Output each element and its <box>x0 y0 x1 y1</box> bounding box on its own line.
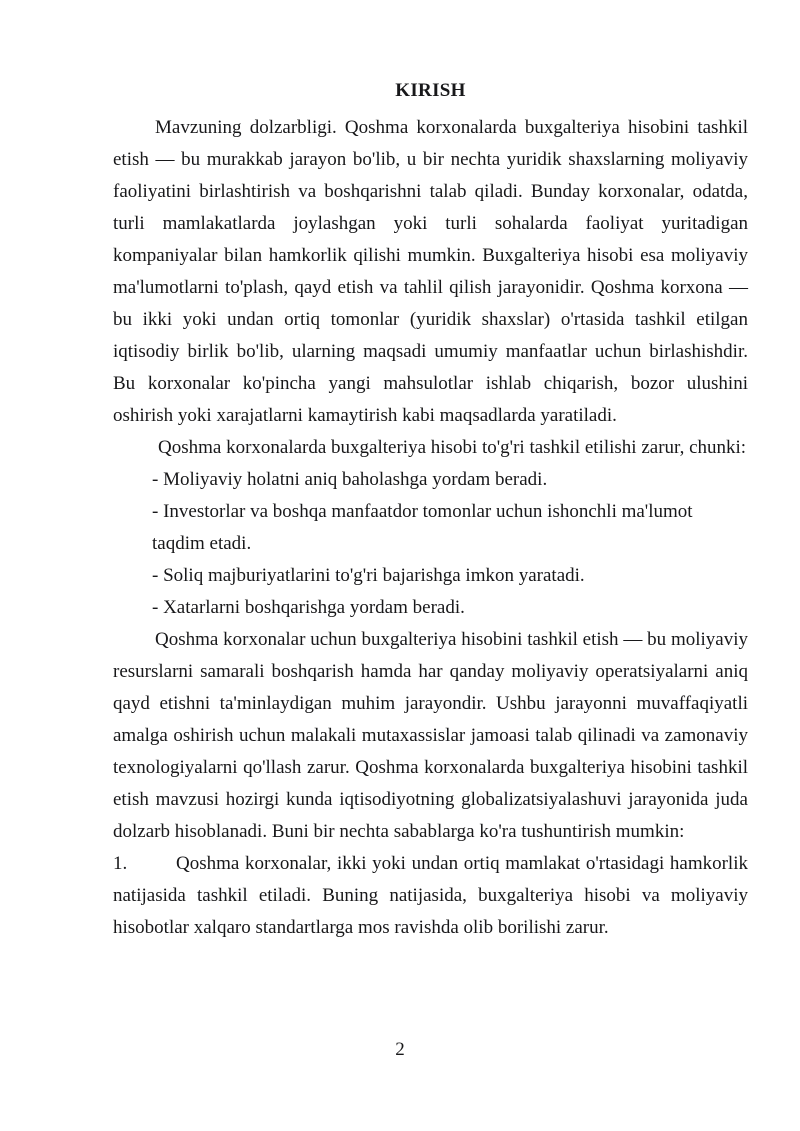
list-item: - Moliyaviy holatni aniq baholashga yordam beradi. <box>152 469 548 490</box>
numbered-list-text: Qoshma korxonalar, ikki yoki undan ortiq mamlakat o'rtasidagi hamkorlik natijasida tashkil etiladi. Buning natijasida, buxgalteriya hisobi va moliyaviy hisobotlar xalqaro standartlarga mos ravishda olib borilishi zarur. <box>113 853 748 938</box>
page-content <box>113 78 748 944</box>
page-number: 2 <box>395 1039 405 1060</box>
list-item: - Soliq majburiyatlarini to'g'ri bajarishga imkon yaratadi. <box>152 565 585 586</box>
list-item: - Investorlar va boshqa manfaatdor tomonlar uchun ishonchli ma'lumot taqdim etadi. <box>152 501 693 554</box>
numbered-list-item <box>113 848 748 944</box>
paragraph-introduction: Mavzuning dolzarbligi. Qoshma korxonalarda buxgalteriya hisobini tashkil etish — bu murakkab jarayon bo'lib, u bir nechta yuridik shaxslarning moliyaviy faoliyatini birlashtirish va boshqarishni talab qiladi. Bunday korxonalar, odatda, turli mamlakatlarda joylashgan yoki turli sohalarda faoliyat yuritadigan kompaniyalar bilan hamkorlik qilishi mumkin. Buxgalteriya hisobi esa moliyaviy ma'lumotlarni to'plash, qayd etish va tahlil qilish jarayonidir. Qoshma korxona — bu ikki yoki undan ortiq tomonlar (yuridik shaxslar) o'rtasida tashkil etilgan iqtisodiy birlik bo'lib, ularning maqsadi umumiy manfaatlar uchun birlashishdir. Bu korxonalar ko'pincha yangi mahsulotlar ishlab chiqarish, bozor ulushini oshirish yoki xarajatlarni kamaytirish kabi maqsadlarda yaratiladi. <box>113 117 748 426</box>
paragraph-lead-in: Qoshma korxonalarda buxgalteriya hisobi to'g'ri tashkil etilishi zarur, chunki: <box>158 437 747 458</box>
numbered-list-marker: 1. <box>113 853 128 874</box>
paragraph-organization: Qoshma korxonalar uchun buxgalteriya hisobini tashkil etish — bu moliyaviy resurslarni samarali boshqarish hamda har qanday moliyaviy operatsiyalarni aniq qayd etishni ta'minlaydigan muhim jarayondir. Ushbu jarayonni muvaffaqiyatli amalga oshirish uchun malakali mutaxassislar jamoasi talab qilinadi va zamonaviy texnologiyalarni qo'llash zarur. Qoshma korxonalarda buxgalteriya hisobini tashkil etish mavzusi hozirgi kunda iqtisodiyotning globalizatsiyalashuvi jarayonida juda dolzarb hisoblanadi. Buni bir nechta sabablarga ko'ra tushuntirish mumkin: <box>113 629 748 842</box>
page-title: KIRISH <box>395 80 466 101</box>
list-item: - Xatarlarni boshqarishga yordam beradi. <box>152 597 465 618</box>
